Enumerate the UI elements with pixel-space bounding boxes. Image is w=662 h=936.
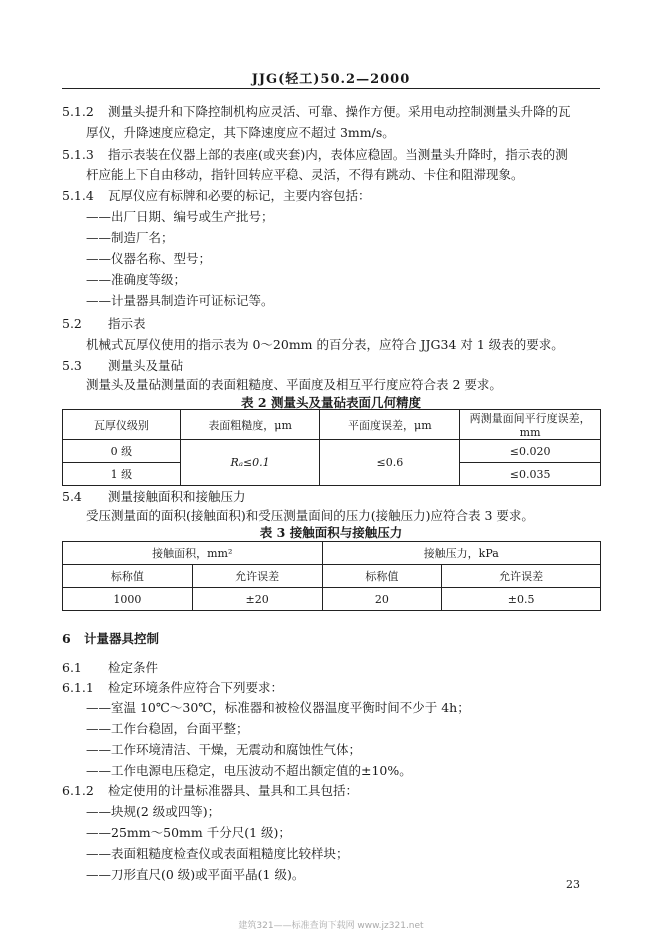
clause-6-1 <box>62 659 158 677</box>
section-title: 计量器具控制 <box>84 631 160 646</box>
table-2-header-parallelism: 两测量面间平行度误差，mm <box>460 410 601 440</box>
table-3-subheader: 标称值 <box>322 565 442 588</box>
table-row <box>63 588 601 611</box>
clause-5-1-2-line-2: 厚仪，升降速度应稳定，其下降速度应不超过 3mm/s。 <box>86 125 395 140</box>
table-2-header-grade: 瓦厚仪级别 <box>63 410 181 440</box>
table-row <box>63 440 601 463</box>
section-6-heading <box>62 630 159 648</box>
table-3-area-tolerance: ±20 <box>192 588 322 611</box>
clause-number: 5.1.4 <box>62 188 94 203</box>
table-2-grade: 0 级 <box>63 440 181 463</box>
clause-text: 检定使用的计量标准器具、量具和工具包括： <box>108 783 359 798</box>
clause-text: 指示表 <box>108 316 146 331</box>
header-rule <box>62 88 600 89</box>
clause-text: 瓦厚仪应有标牌和必要的标记，主要内容包括： <box>108 188 371 203</box>
clause-text: 测量接触面积和接触压力 <box>108 489 246 504</box>
list-item: ——出厂日期、编号或生产批号； <box>86 209 274 224</box>
running-header: JJG(轻工)50.2—2000 <box>251 72 411 87</box>
table-3-subheader: 允许误差 <box>192 565 322 588</box>
clause-5-3-body: 测量头及量砧测量面的表面粗糙度、平面度及相互平行度应符合表 2 要求。 <box>86 377 502 392</box>
table-2-grade: 1 级 <box>63 463 181 486</box>
clause-number: 5.3 <box>62 358 82 373</box>
table-3-pressure-tolerance: ±0.5 <box>442 588 601 611</box>
clause-6-1-2 <box>62 782 358 800</box>
clause-5-1-3-line-2: 杆应能上下自由移动，指针回转应平稳、灵活，不得有跳动、卡住和阻滞现象。 <box>86 167 524 182</box>
table-2-caption: 表 2 测量头及量砧表面几何精度 <box>241 395 421 410</box>
list-item: ——块规(2 级或四等)； <box>86 804 221 819</box>
clause-number: 6.1.2 <box>62 783 94 798</box>
table-2-header-roughness: 表面粗糙度，μm <box>180 410 320 440</box>
table-3-area-nominal: 1000 <box>63 588 193 611</box>
clause-text: 检定环境条件应符合下列要求： <box>108 680 284 695</box>
clause-text: 指示表装在仪器上部的表座(或夹套)内，表体应稳固。当测量头升降时，指示表的测 <box>108 147 568 162</box>
table-2-header-flatness: 平面度误差，μm <box>320 410 460 440</box>
clause-5-2-body: 机械式瓦厚仪使用的指示表为 0～20mm 的百分表，应符合 JJG34 对 1 级表的要求。 <box>86 337 564 352</box>
clause-5-1-4 <box>62 187 371 205</box>
table-3-header-pressure: 接触压力，kPa <box>322 542 600 565</box>
table-2 <box>62 409 601 486</box>
clause-text: 测量头提升和下降控制机构应灵活、可靠、操作方便。采用电动控制测量头升降的瓦 <box>108 104 571 119</box>
clause-5-2 <box>62 315 146 333</box>
list-item: ——准确度等级； <box>86 272 187 287</box>
clause-number: 6.1.1 <box>62 680 94 695</box>
table-3-pressure-nominal: 20 <box>322 588 442 611</box>
list-item: ——表面粗糙度检查仪或表面粗糙度比较样块； <box>86 846 349 861</box>
page-number: 23 <box>566 878 580 891</box>
clause-5-3 <box>62 357 183 375</box>
list-item: ——工作环境清洁、干燥，无震动和腐蚀性气体； <box>86 742 362 757</box>
table-2-flatness-value: ≤0.6 <box>320 440 460 486</box>
table-3-subheader: 标称值 <box>63 565 193 588</box>
clause-text: 检定条件 <box>108 660 159 675</box>
clause-5-1-3-line-1 <box>62 146 568 164</box>
list-item: ——工作台稳固，台面平整； <box>86 721 249 736</box>
clause-number: 6.1 <box>62 660 82 675</box>
section-number: 6 <box>62 631 71 646</box>
list-item: ——仪器名称、型号； <box>86 251 212 266</box>
table-3-caption: 表 3 接触面积与接触压力 <box>259 525 403 540</box>
watermark: 建筑321——标准查询下载网 www.jz321.net <box>238 921 424 931</box>
list-item: ——25mm～50mm 千分尺(1 级)； <box>86 825 291 840</box>
list-item: ——计量器具制造许可证标记等。 <box>86 293 274 308</box>
list-item: ——制造厂名； <box>86 230 174 245</box>
table-2-roughness-value: Rₐ≤0.1 <box>180 440 320 486</box>
list-item: ——工作电源电压稳定，电压波动不超出额定值的±10%。 <box>86 763 412 778</box>
clause-number: 5.2 <box>62 316 82 331</box>
clause-6-1-1 <box>62 679 283 697</box>
list-item: ——室温 10℃～30℃，标准器和被检仪器温度平衡时间不少于 4h； <box>86 700 470 715</box>
clause-number: 5.1.2 <box>62 104 94 119</box>
clause-number: 5.4 <box>62 489 82 504</box>
table-3-header-area: 接触面积，mm² <box>63 542 323 565</box>
clause-5-4-body: 受压测量面的面积(接触面积)和受压测量面间的压力(接触压力)应符合表 3 要求。 <box>86 508 534 523</box>
clause-text: 测量头及量砧 <box>108 358 184 373</box>
clause-number: 5.1.3 <box>62 147 94 162</box>
clause-5-1-2-line-1 <box>62 103 571 121</box>
table-2-parallelism-value: ≤0.035 <box>460 463 601 486</box>
table-3 <box>62 541 601 611</box>
table-3-subheader: 允许误差 <box>442 565 601 588</box>
clause-5-4 <box>62 488 246 506</box>
table-2-parallelism-value: ≤0.020 <box>460 440 601 463</box>
list-item: ——刀形直尺(0 级)或平面平晶(1 级)。 <box>86 867 305 882</box>
